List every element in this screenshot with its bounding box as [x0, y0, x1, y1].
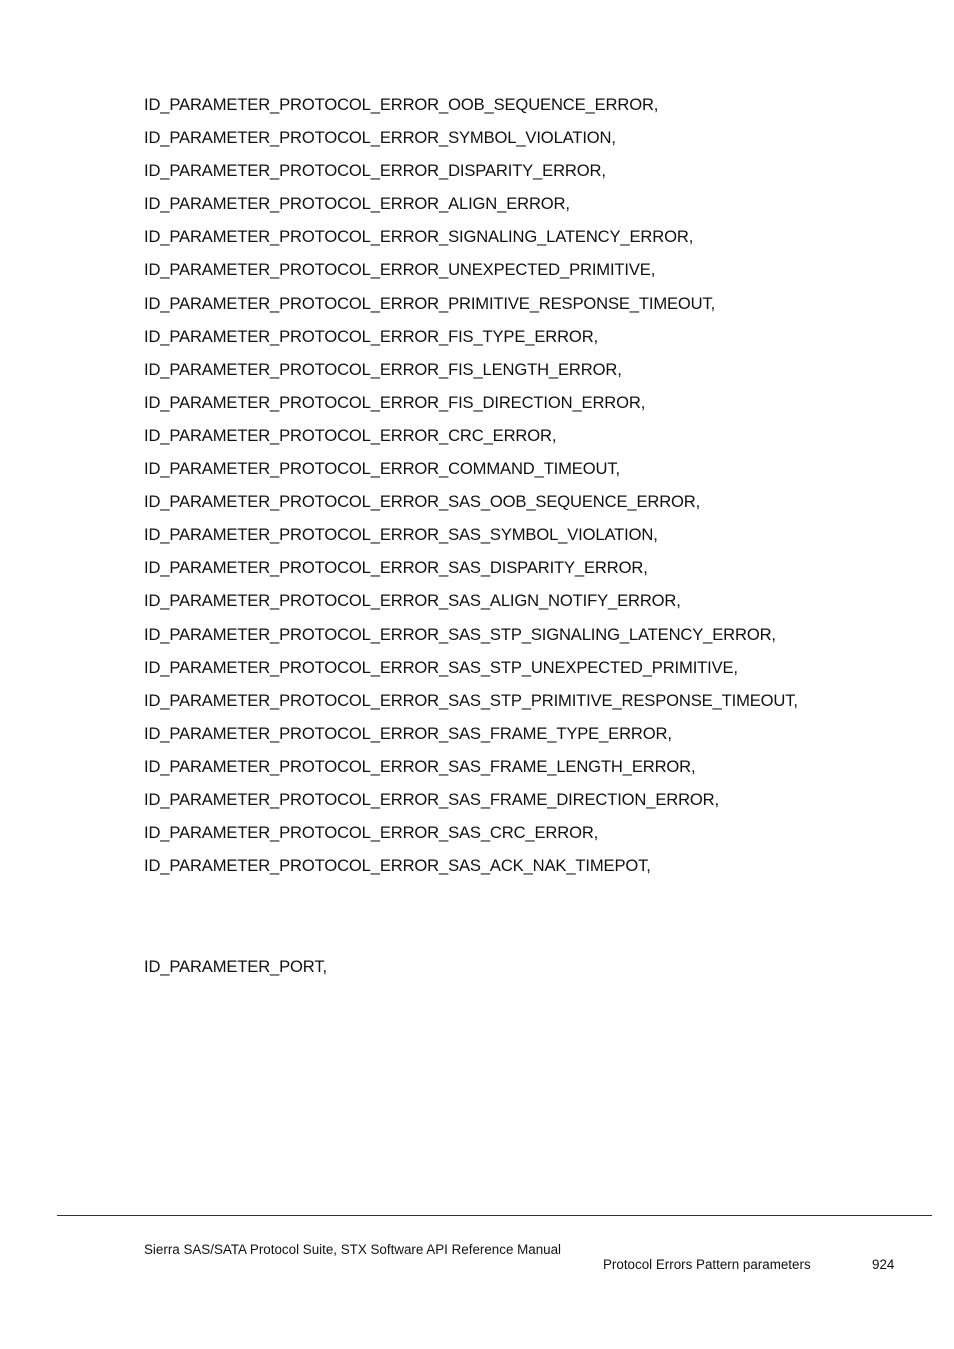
- parameter-line: ID_PARAMETER_PROTOCOL_ERROR_SIGNALING_LATENCY_ERROR,: [144, 227, 694, 247]
- footer-divider: [57, 1215, 932, 1216]
- parameter-line: ID_PARAMETER_PROTOCOL_ERROR_CRC_ERROR,: [144, 425, 557, 445]
- parameter-line: ID_PARAMETER_PROTOCOL_ERROR_DISPARITY_ERROR,: [144, 161, 606, 181]
- parameter-line: ID_PARAMETER_PROTOCOL_ERROR_SAS_OOB_SEQUENCE_ERROR,: [144, 492, 701, 512]
- parameter-line: ID_PARAMETER_PROTOCOL_ERROR_SAS_ACK_NAK_TIMEPOT,: [144, 856, 651, 876]
- parameter-line: ID_PARAMETER_PROTOCOL_ERROR_SYMBOL_VIOLATION,: [144, 128, 616, 148]
- parameter-line: ID_PARAMETER_PROTOCOL_ERROR_SAS_STP_UNEXPECTED_PRIMITIVE,: [144, 657, 738, 677]
- parameter-line: ID_PARAMETER_PROTOCOL_ERROR_UNEXPECTED_PRIMITIVE,: [144, 260, 656, 280]
- footer-page-number: 924: [872, 1257, 895, 1272]
- parameter-line: ID_PARAMETER_PROTOCOL_ERROR_SAS_FRAME_DIRECTION_ERROR,: [144, 789, 719, 809]
- parameter-line: ID_PARAMETER_PROTOCOL_ERROR_PRIMITIVE_RESPONSE_TIMEOUT,: [144, 293, 716, 313]
- port-parameter-line: ID_PARAMETER_PORT,: [144, 957, 327, 976]
- parameter-line: ID_PARAMETER_PROTOCOL_ERROR_SAS_FRAME_TYPE_ERROR,: [144, 723, 672, 743]
- parameter-line: ID_PARAMETER_PROTOCOL_ERROR_OOB_SEQUENCE_ERROR,: [144, 95, 659, 114]
- parameter-line: ID_PARAMETER_PROTOCOL_ERROR_ALIGN_ERROR,: [144, 194, 570, 214]
- parameter-line: ID_PARAMETER_PROTOCOL_ERROR_SAS_ALIGN_NOTIFY_ERROR,: [144, 591, 681, 611]
- parameter-line: ID_PARAMETER_PROTOCOL_ERROR_FIS_LENGTH_ERROR,: [144, 359, 622, 379]
- footer-section-title: Protocol Errors Pattern parameters: [603, 1257, 811, 1272]
- parameter-line: ID_PARAMETER_PROTOCOL_ERROR_SAS_DISPARITY_ERROR,: [144, 558, 648, 578]
- parameter-line: ID_PARAMETER_PROTOCOL_ERROR_SAS_SYMBOL_VIOLATION,: [144, 525, 658, 545]
- footer-manual-title: Sierra SAS/SATA Protocol Suite, STX Software API Reference Manual: [144, 1242, 562, 1257]
- parameter-line: ID_PARAMETER_PROTOCOL_ERROR_SAS_STP_SIGNALING_LATENCY_ERROR,: [144, 624, 776, 644]
- parameter-line: ID_PARAMETER_PROTOCOL_ERROR_FIS_DIRECTION_ERROR,: [144, 392, 646, 412]
- parameter-line: ID_PARAMETER_PROTOCOL_ERROR_FIS_TYPE_ERROR,: [144, 326, 598, 346]
- parameter-list: [144, 92, 798, 886]
- parameter-line: ID_PARAMETER_PROTOCOL_ERROR_SAS_STP_PRIMITIVE_RESPONSE_TIMEOUT,: [144, 690, 798, 710]
- parameter-line: ID_PARAMETER_PROTOCOL_ERROR_SAS_FRAME_LENGTH_ERROR,: [144, 756, 696, 776]
- parameter-line: ID_PARAMETER_PROTOCOL_ERROR_SAS_CRC_ERROR,: [144, 823, 599, 843]
- parameter-line: ID_PARAMETER_PROTOCOL_ERROR_COMMAND_TIMEOUT,: [144, 459, 620, 479]
